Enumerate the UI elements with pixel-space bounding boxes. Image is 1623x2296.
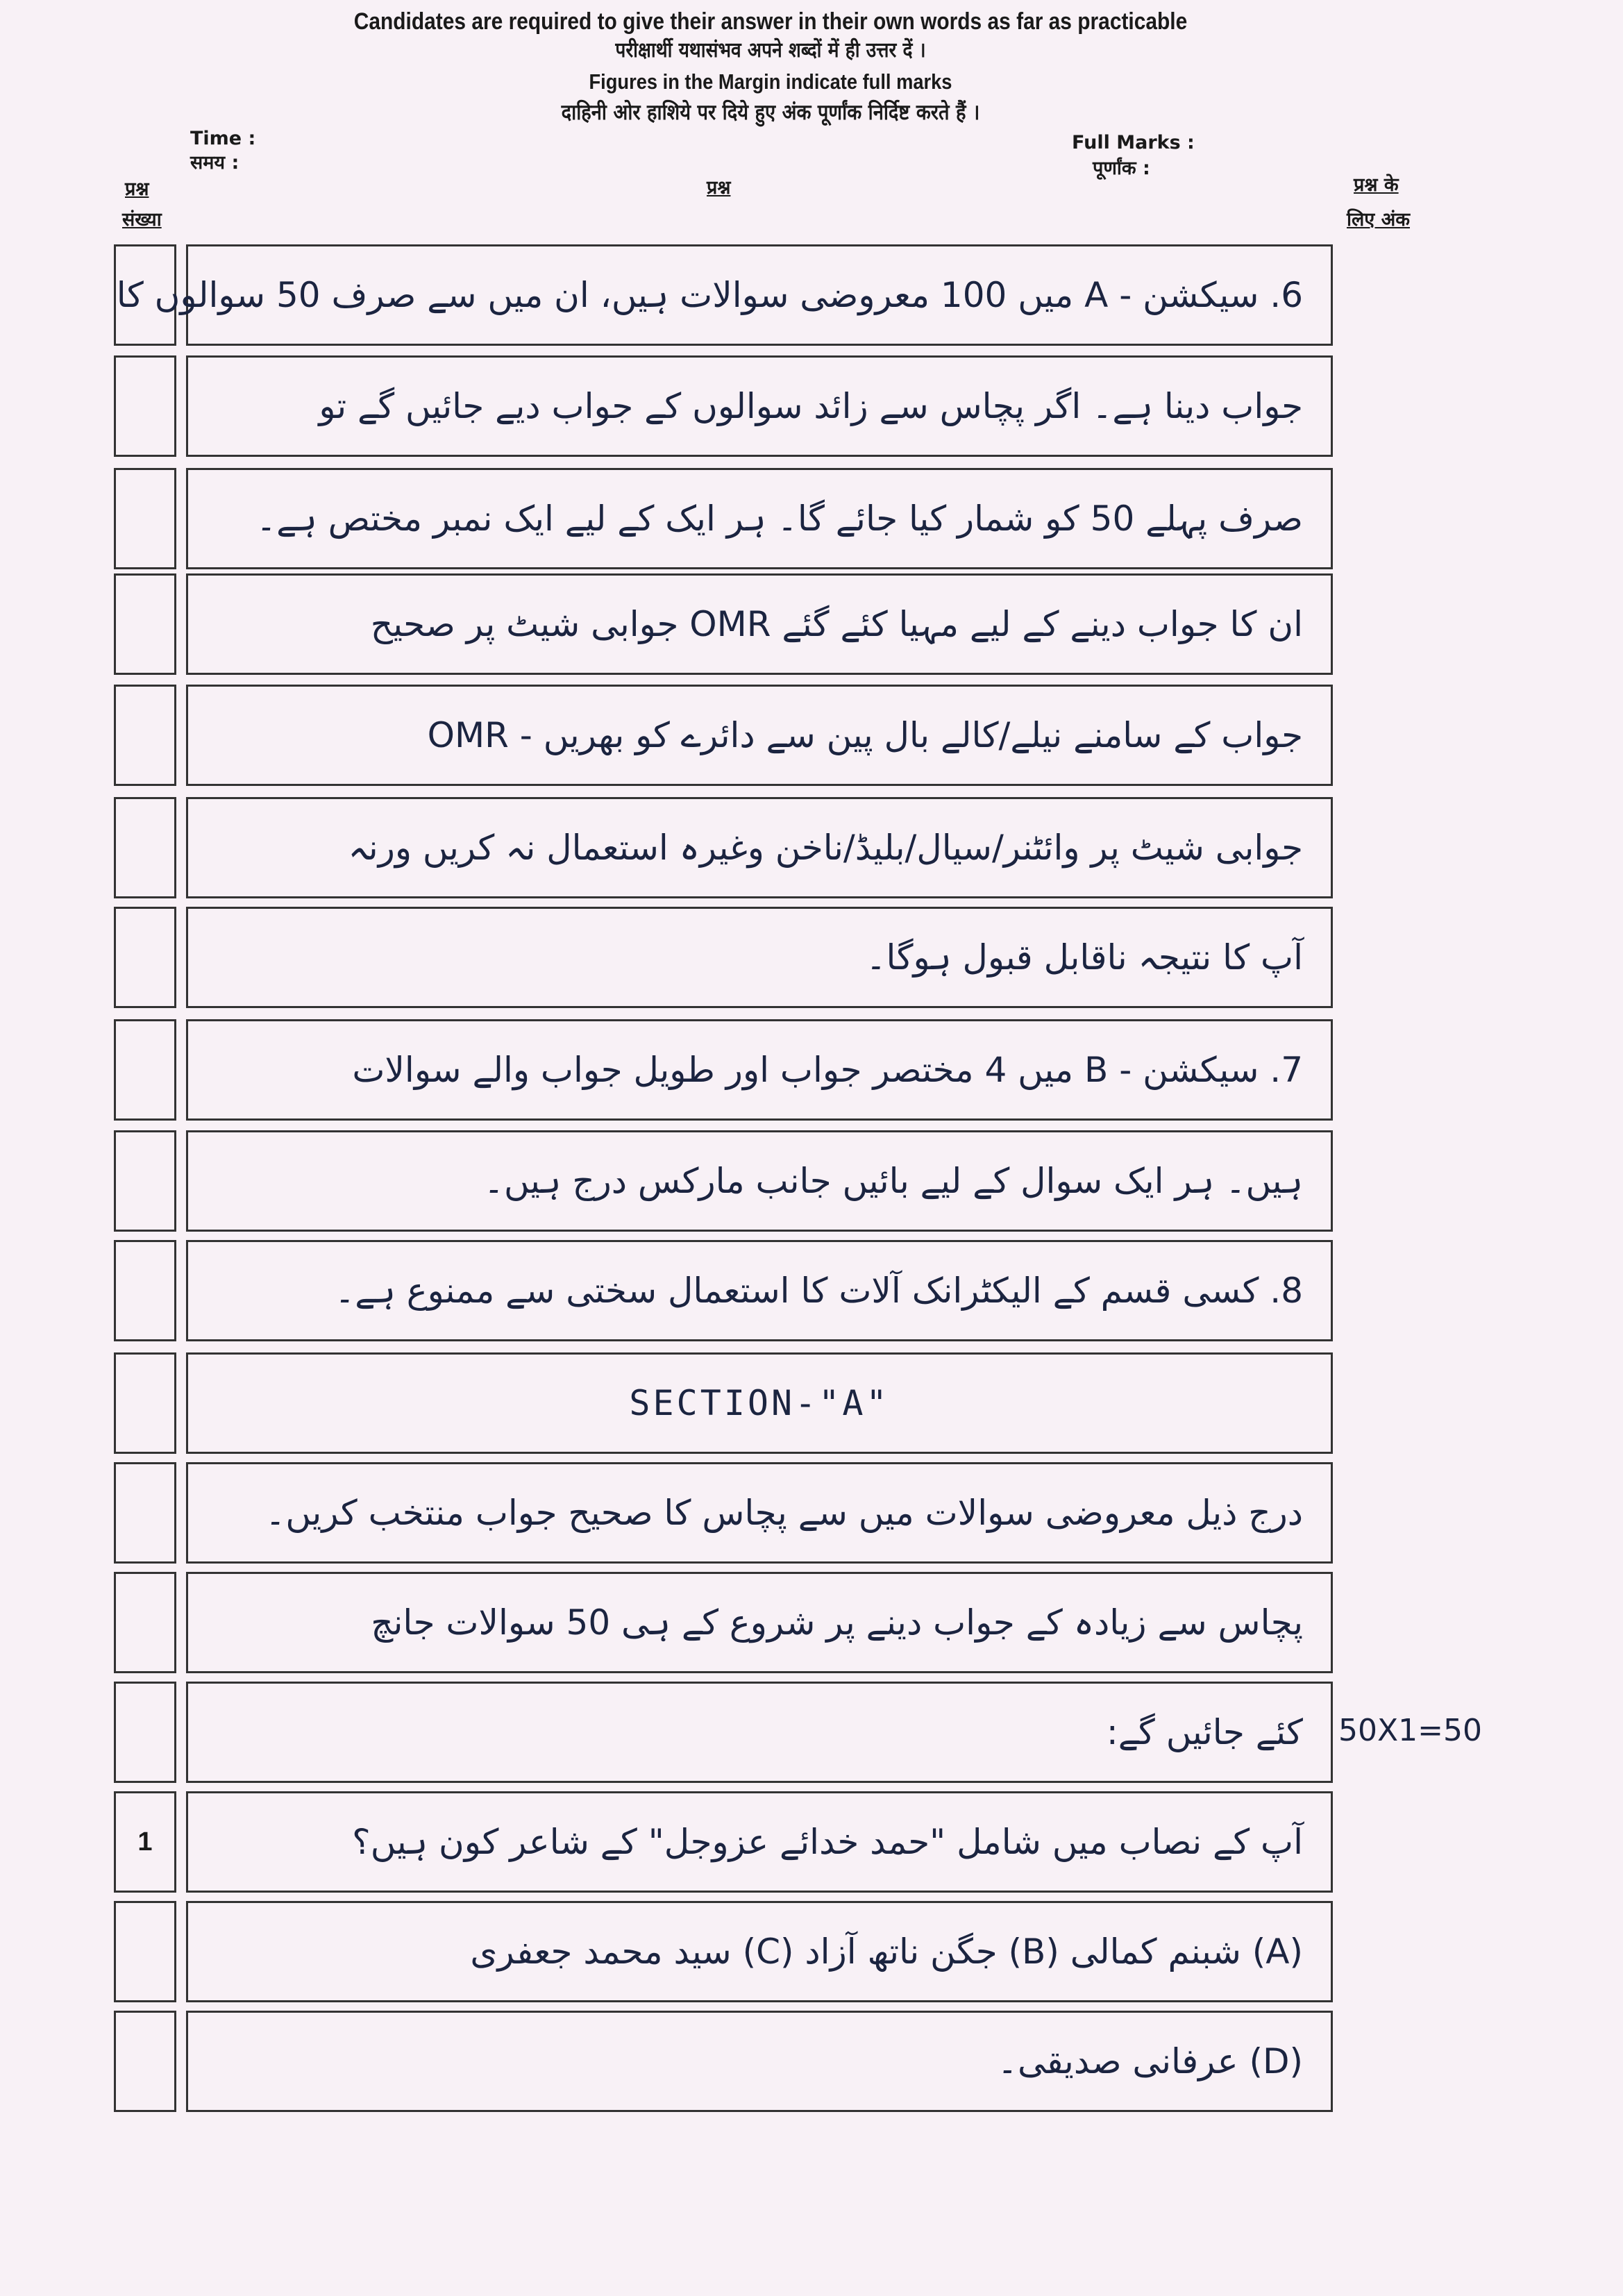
time-label: Time : bbox=[190, 128, 256, 149]
question-number-cell bbox=[114, 1462, 176, 1564]
question-number-cell bbox=[114, 907, 176, 1008]
question-text-line: 8. کسی قسم کے الیکٹرانک آلات کا استعمال سختی سے ممنوع ہے۔ bbox=[186, 1240, 1333, 1341]
column-marks-2: लिए अंक bbox=[1347, 209, 1410, 231]
marks-value: 50X1=50 bbox=[1338, 1713, 1482, 1748]
question-number-cell bbox=[114, 1240, 176, 1341]
column-question: प्रश्न bbox=[707, 177, 731, 199]
instruction-english: Candidates are required to give their answer in their own words as far as practicable bbox=[353, 8, 1188, 35]
question-text-line: کئے جائیں گے: bbox=[186, 1682, 1333, 1783]
question-text-line: ہیں۔ ہر ایک سوال کے لیے بائیں جانب مارکس درج ہیں۔ bbox=[186, 1130, 1333, 1232]
question-number-cell bbox=[114, 1130, 176, 1232]
question-text-line: آپ کا نتیجہ ناقابل قبول ہوگا۔ bbox=[186, 907, 1333, 1008]
question-number-cell bbox=[114, 1682, 176, 1783]
question-text-line: SECTION-"A" bbox=[186, 1352, 1333, 1454]
question-text-line: درج ذیل معروضی سوالات میں سے پچاس کا صحیح جواب منتخب کریں۔ bbox=[186, 1462, 1333, 1564]
margin-note-hindi: दाहिनी ओर हाशिये पर दिये हुए अंक पूर्णांक निर्दिष्ट करते हैं । bbox=[561, 100, 980, 125]
question-text-line: (A) شبنم کمالی (B) جگن ناتھ آزاد (C) سید محمد جعفری bbox=[186, 1901, 1333, 2002]
question-number-cell bbox=[114, 685, 176, 786]
question-number-cell bbox=[114, 1352, 176, 1454]
question-number-cell bbox=[114, 1901, 176, 2002]
question-text-line: جوابی شیٹ پر وائٹنر/سیال/بلیڈ/ناخن وغیرہ استعمال نہ کریں ورنہ bbox=[186, 797, 1333, 898]
question-number-cell bbox=[114, 573, 176, 675]
column-question-number-1: प्रश्न bbox=[125, 178, 149, 200]
question-number-cell bbox=[114, 2011, 176, 2112]
question-text-line: 7. سیکشن - B میں 4 مختصر جواب اور طویل جواب والے سوالات bbox=[186, 1019, 1333, 1121]
instruction-hindi: परीक्षार्थी यथासंभव अपने शब्दों में ही उत्तर दें । bbox=[615, 38, 926, 62]
question-number-cell: 1 bbox=[114, 1791, 176, 1893]
question-number-cell bbox=[114, 1019, 176, 1121]
question-number-cell bbox=[114, 468, 176, 569]
question-number-cell bbox=[114, 355, 176, 457]
question-number-cell bbox=[114, 797, 176, 898]
question-number-cell bbox=[114, 1572, 176, 1673]
time-label-hindi: समय : bbox=[190, 152, 239, 174]
question-text-line: 6. سیکشن - A میں 100 معروضی سوالات ہیں، ان میں سے صرف 50 سوالوں کا bbox=[186, 244, 1333, 346]
margin-note-english: Figures in the Margin indicate full marks bbox=[589, 69, 952, 94]
full-marks-label-hindi: पूर्णांक : bbox=[1093, 158, 1150, 179]
question-text-line: پچاس سے زیادہ کے جواب دینے پر شروع کے ہی 50 سوالات جانچ bbox=[186, 1572, 1333, 1673]
column-marks-1: प्रश्न के bbox=[1354, 174, 1399, 196]
question-text-line: آپ کے نصاب میں شامل "حمد خدائے عزوجل" کے شاعر کون ہیں؟ bbox=[186, 1791, 1333, 1893]
question-text-line: جواب کے سامنے نیلے/کالے بال پین سے دائرے کو بھریں - OMR bbox=[186, 685, 1333, 786]
question-text-line: (D) عرفانی صدیقی۔ bbox=[186, 2011, 1333, 2112]
question-text-line: ان کا جواب دینے کے لیے مہیا کئے گئے OMR جوابی شیٹ پر صحیح bbox=[186, 573, 1333, 675]
question-text-line: صرف پہلے 50 کو شمار کیا جائے گا۔ ہر ایک کے لیے ایک نمبر مختص ہے۔ bbox=[186, 468, 1333, 569]
question-text-line: جواب دینا ہے۔ اگر پچاس سے زائد سوالوں کے جواب دیے جائیں گے تو bbox=[186, 355, 1333, 457]
column-question-number-2: संख्या bbox=[122, 209, 162, 231]
full-marks-label: Full Marks : bbox=[1072, 132, 1195, 153]
